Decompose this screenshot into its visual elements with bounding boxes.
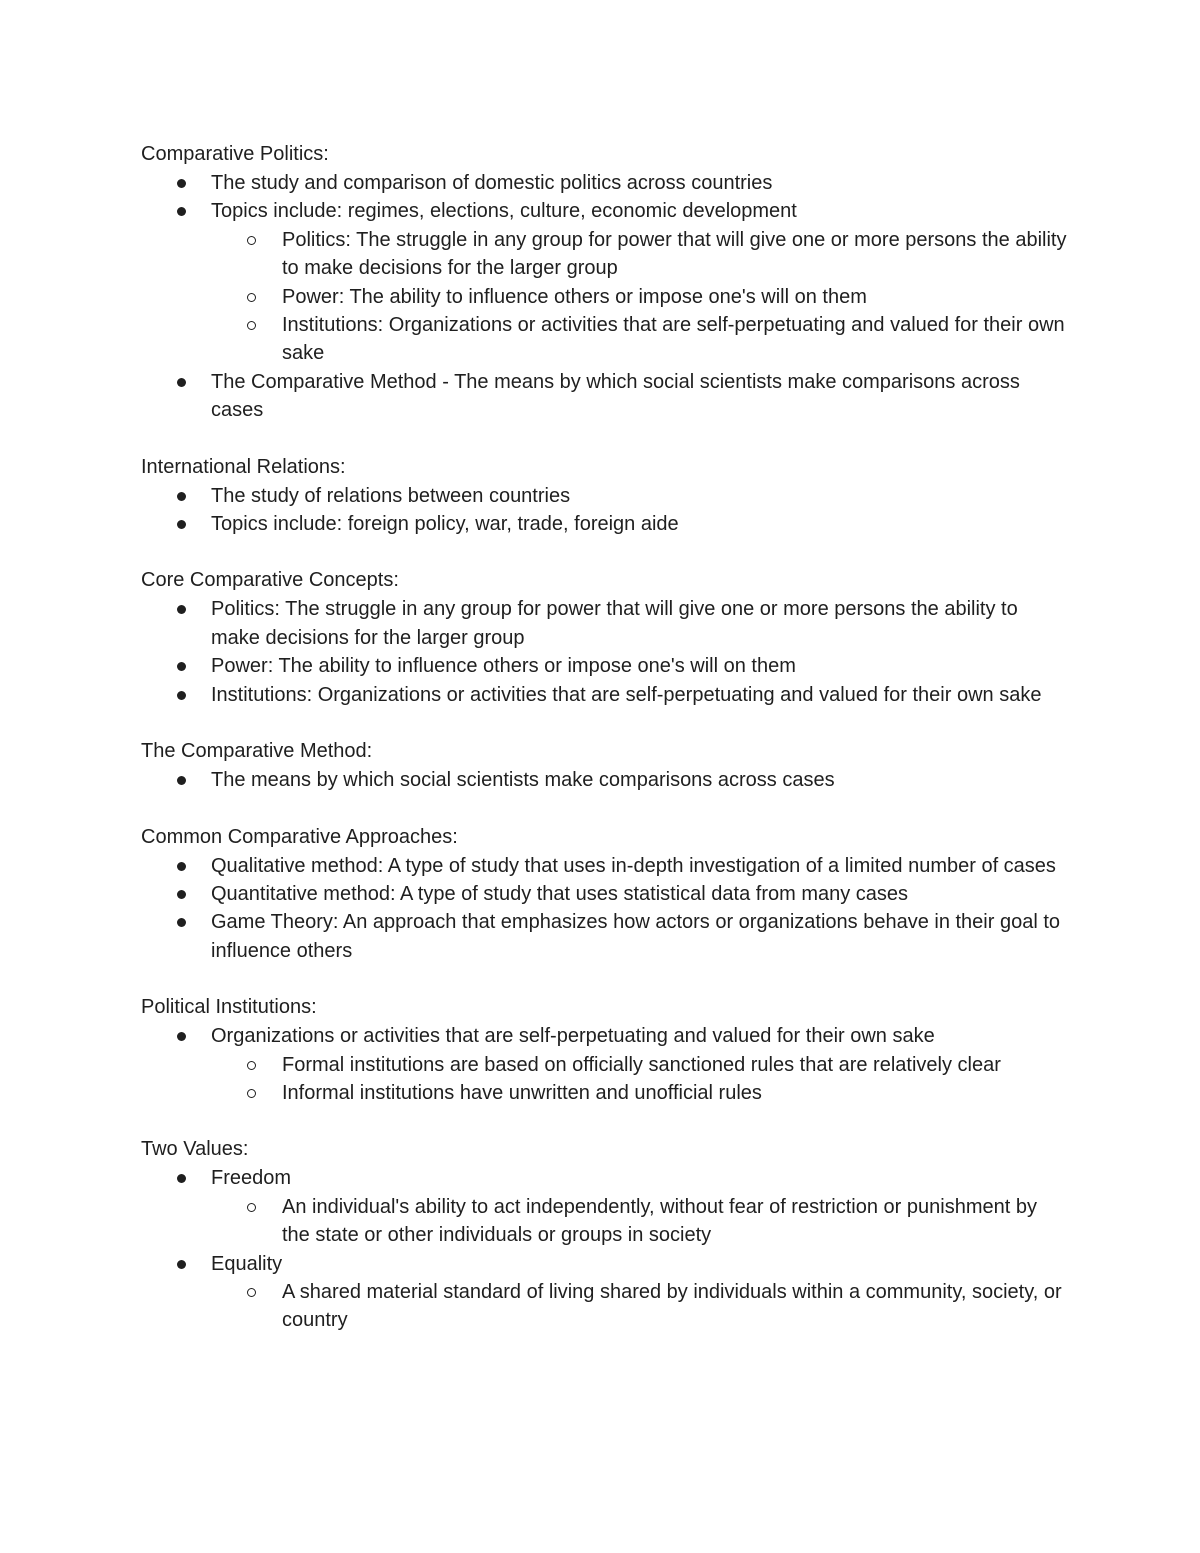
- bullet-list: [141, 1250, 1070, 1278]
- hollow-bullet-icon: [247, 1089, 256, 1098]
- hollow-bullet-icon: [247, 321, 256, 330]
- list-item-text: Quantitative method: A type of study that uses statistical data from many cases: [211, 882, 909, 905]
- section-heading: Core Comparative Concepts:: [141, 569, 399, 592]
- sub-list-item-text: Institutions: Organizations or activities that are self-perpetuating and valued for their own sake: [282, 314, 1065, 365]
- list-item: [141, 1250, 1070, 1278]
- section-heading: Common Comparative Approaches:: [141, 825, 458, 848]
- list-item: [141, 852, 1070, 880]
- filled-bullet-icon: [177, 1032, 186, 1041]
- sub-bullet-list: [141, 226, 1070, 368]
- hollow-bullet-icon: [247, 1203, 256, 1212]
- list-item-text: Institutions: Organizations or activities that are self-perpetuating and valued for their own sake: [211, 683, 1042, 706]
- list-item-text: The means by which social scientists make comparisons across cases: [211, 769, 835, 792]
- sub-list-item: [141, 311, 1070, 368]
- list-item: [141, 652, 1070, 680]
- filled-bullet-icon: [177, 605, 186, 614]
- filled-bullet-icon: [177, 662, 186, 671]
- list-item: [141, 908, 1070, 965]
- sub-list-item: [141, 283, 1070, 311]
- filled-bullet-icon: [177, 890, 186, 899]
- section-international-relations: [141, 453, 1070, 539]
- sub-bullet-list: [141, 1193, 1070, 1250]
- sub-list-item: [141, 1051, 1070, 1079]
- bullet-list: [141, 852, 1070, 966]
- hollow-bullet-icon: [247, 236, 256, 245]
- filled-bullet-icon: [177, 378, 186, 387]
- list-item: [141, 510, 1070, 538]
- filled-bullet-icon: [177, 492, 186, 501]
- hollow-bullet-icon: [247, 1288, 256, 1297]
- sub-list-item: [141, 226, 1070, 283]
- hollow-bullet-icon: [247, 1061, 256, 1070]
- bullet-list: [141, 1022, 1070, 1050]
- list-item-text: Topics include: foreign policy, war, trade, foreign aide: [211, 513, 679, 536]
- list-item-text: Topics include: regimes, elections, culture, economic development: [211, 200, 797, 223]
- sub-bullet-list: [141, 1278, 1070, 1335]
- bullet-list: [141, 1164, 1070, 1192]
- filled-bullet-icon: [177, 1260, 186, 1269]
- section-two-values: [141, 1135, 1070, 1334]
- list-item: [141, 368, 1070, 425]
- list-item-text: Freedom: [211, 1167, 292, 1190]
- bullet-list: [141, 766, 1070, 794]
- bullet-list: [141, 169, 1070, 226]
- section-heading: International Relations:: [141, 455, 346, 478]
- list-item: [141, 766, 1070, 794]
- section-heading: Comparative Politics:: [141, 143, 329, 165]
- section-political-institutions: [141, 993, 1070, 1107]
- filled-bullet-icon: [177, 207, 186, 216]
- sub-list-item-text: Informal institutions have unwritten and unofficial rules: [282, 1081, 762, 1104]
- section-heading: Two Values:: [141, 1138, 249, 1161]
- sub-list-item-text: A shared material standard of living shared by individuals within a community, society, or country: [282, 1280, 1062, 1332]
- filled-bullet-icon: [177, 918, 186, 927]
- list-item: [141, 880, 1070, 908]
- filled-bullet-icon: [177, 862, 186, 871]
- filled-bullet-icon: [177, 179, 186, 188]
- section-comparative-politics: [141, 140, 1070, 425]
- filled-bullet-icon: [177, 1174, 186, 1183]
- sub-list-item: [141, 1278, 1070, 1335]
- list-item-text: Politics: The struggle in any group for power that will give one or more persons the ability to make decisions for the larger group: [211, 598, 1018, 649]
- bullet-list: [141, 595, 1070, 709]
- sub-bullet-list: [141, 1051, 1070, 1108]
- filled-bullet-icon: [177, 691, 186, 700]
- list-item: [141, 169, 1070, 197]
- list-item: [141, 681, 1070, 709]
- sub-list-item: [141, 1079, 1070, 1107]
- section-common-comparative-approaches: [141, 823, 1070, 966]
- section-heading: The Comparative Method:: [141, 740, 373, 763]
- list-item: [141, 1164, 1070, 1192]
- filled-bullet-icon: [177, 776, 186, 785]
- list-item-text: Power: The ability to influence others or impose one's will on them: [211, 655, 796, 678]
- list-item-text: Qualitative method: A type of study that uses in-depth investigation of a limited number of cases: [211, 854, 1056, 877]
- section-heading: Political Institutions:: [141, 996, 317, 1019]
- sub-list-item-text: Power: The ability to influence others or impose one's will on them: [282, 285, 867, 308]
- list-item: [141, 197, 1070, 225]
- bullet-list: [141, 482, 1070, 539]
- sub-list-item: [141, 1193, 1070, 1250]
- sub-list-item-text: Formal institutions are based on officially sanctioned rules that are relatively clear: [282, 1053, 1001, 1076]
- filled-bullet-icon: [177, 520, 186, 529]
- list-item: [141, 595, 1070, 652]
- list-item-text: The study and comparison of domestic politics across countries: [211, 172, 773, 194]
- list-item-text: The study of relations between countries: [211, 484, 571, 507]
- list-item: [141, 482, 1070, 510]
- bullet-list: [141, 368, 1070, 425]
- list-item: [141, 1022, 1070, 1050]
- list-item-text: Game Theory: An approach that emphasizes how actors or organizations behave in their goal to influence others: [211, 911, 1061, 962]
- list-item-text: Organizations or activities that are self-perpetuating and valued for their own sake: [211, 1025, 935, 1048]
- hollow-bullet-icon: [247, 293, 256, 302]
- section-comparative-method: [141, 737, 1070, 794]
- list-item-text: The Comparative Method - The means by which social scientists make comparisons across cases: [211, 370, 1020, 422]
- list-item-text: Equality: [211, 1252, 283, 1275]
- sub-list-item-text: Politics: The struggle in any group for power that will give one or more persons the ability to make decisions for the larger group: [282, 228, 1067, 280]
- sub-list-item-text: An individual's ability to act independently, without fear of restriction or punishment by the state or other individuals or groups in society: [282, 1195, 1037, 1247]
- section-core-comparative-concepts: [141, 566, 1070, 709]
